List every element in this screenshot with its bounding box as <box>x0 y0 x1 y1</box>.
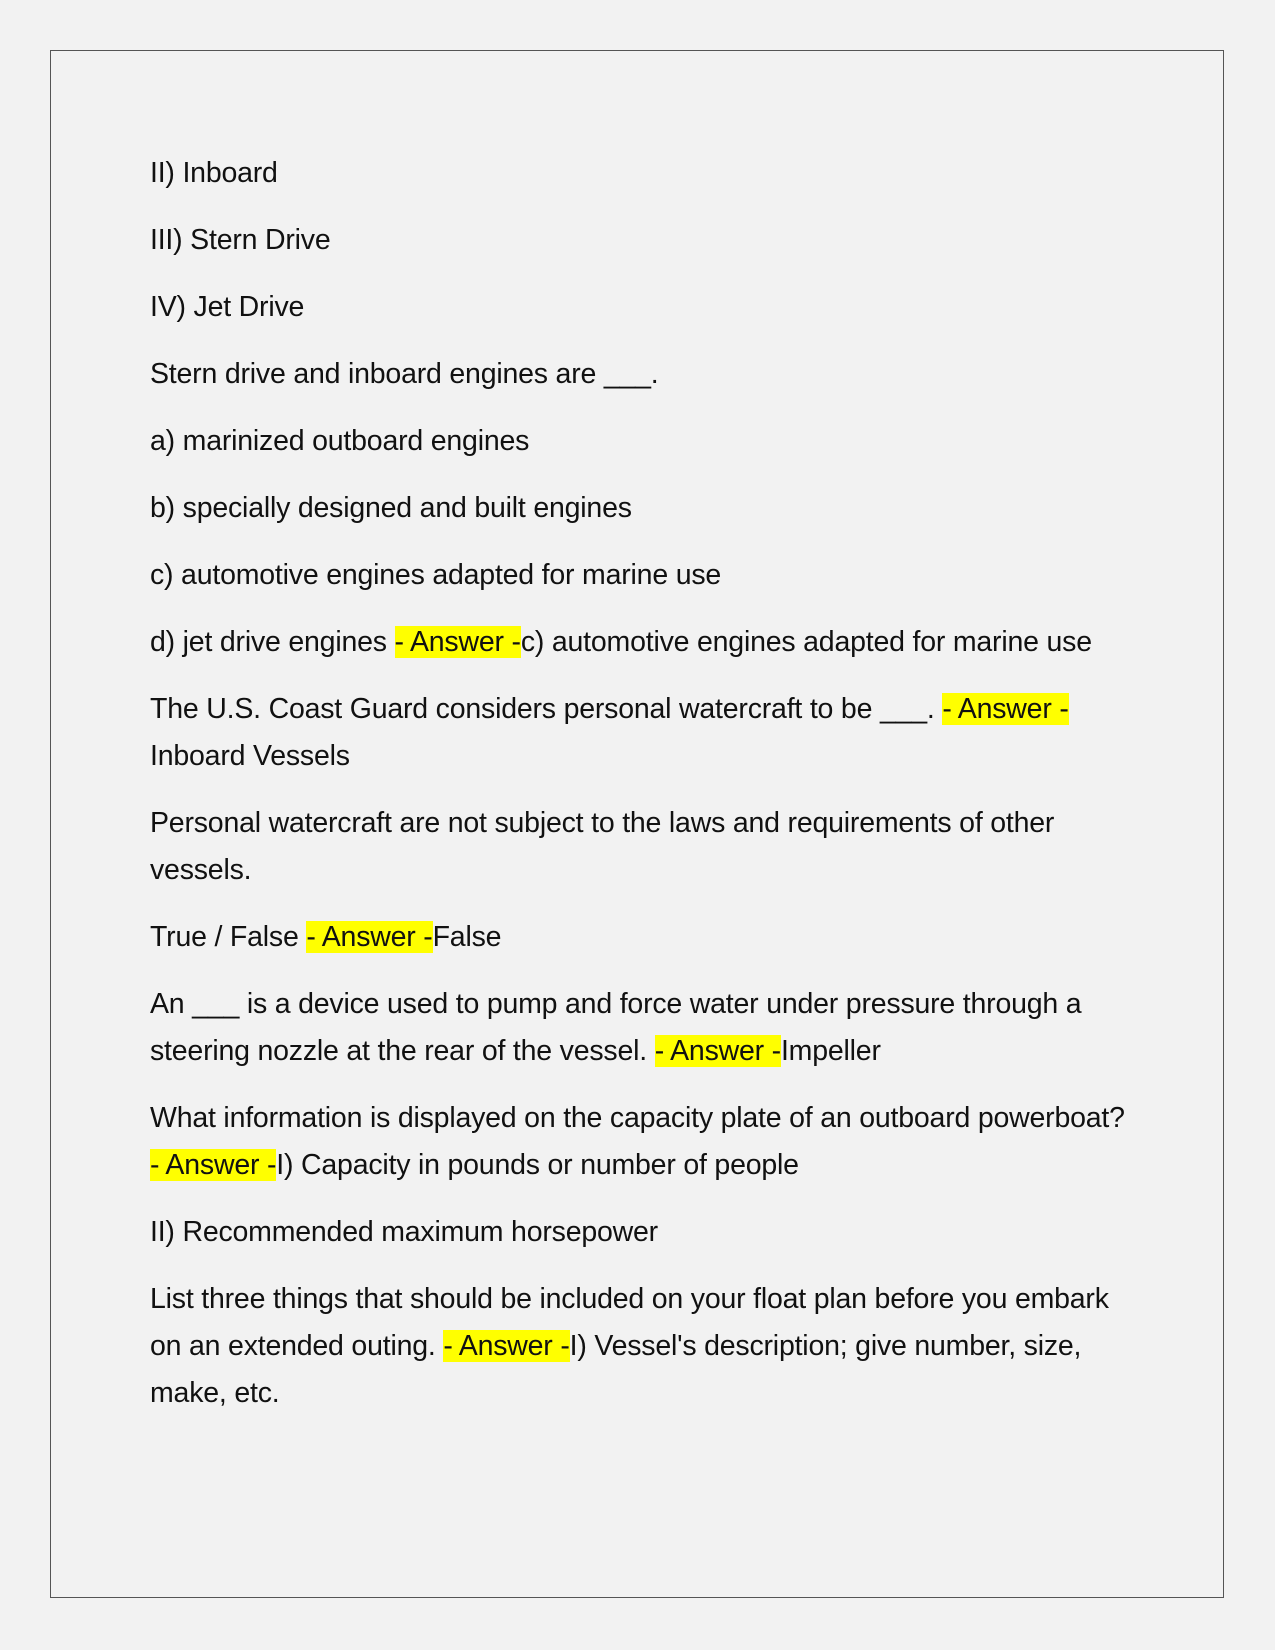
answer-highlight: - Answer - <box>942 693 1069 725</box>
question-float-plan <box>150 1276 1130 1417</box>
option-text: c) automotive engines adapted for marine use <box>150 559 722 591</box>
answer-highlight: - Answer - <box>150 1149 277 1181</box>
question-text: True / False <box>150 921 307 953</box>
paragraph-stern-drive <box>150 217 1130 264</box>
question-text: An ___ is a device used to pump and force water under pressure through a steering nozzle at the rear of the vessel. <box>150 988 1082 1067</box>
answer-text: I) Capacity in pounds or number of people <box>276 1149 799 1181</box>
paragraph-inboard <box>150 150 1130 197</box>
option-b <box>150 485 1130 532</box>
paragraph-jet-drive <box>150 284 1130 331</box>
option-a <box>150 418 1130 465</box>
question-capacity-plate <box>150 1095 1130 1189</box>
answer-highlight: - Answer - <box>654 1035 781 1067</box>
option-d-with-answer <box>150 619 1130 666</box>
option-text: d) jet drive engines <box>150 626 395 658</box>
question-text: The U.S. Coast Guard considers personal watercraft to be ___. <box>150 693 943 725</box>
answer-text: c) automotive engines adapted for marine use <box>520 626 1092 658</box>
true-false-answer <box>150 914 1130 961</box>
answer-text: False <box>432 921 502 953</box>
paragraph-max-horsepower <box>150 1209 1130 1256</box>
question-text: What information is displayed on the capacity plate of an outboard powerboat? <box>150 1102 1125 1134</box>
paragraph-text: IV) Jet Drive <box>150 291 305 323</box>
document-body <box>150 150 1130 1437</box>
option-text: b) specially designed and built engines <box>150 492 632 524</box>
paragraph-text: III) Stern Drive <box>150 224 331 256</box>
answer-highlight: - Answer - <box>443 1330 570 1362</box>
paragraph-text: II) Inboard <box>150 157 278 189</box>
question-personal-watercraft <box>150 686 1130 780</box>
question-stern-inboard-engines <box>150 351 1130 398</box>
answer-text: Inboard Vessels <box>150 740 350 772</box>
answer-text: Impeller <box>780 1035 881 1067</box>
answer-text: I) Vessel's description; give number, size, make, etc. <box>150 1330 1082 1409</box>
answer-highlight: - Answer - <box>394 626 521 658</box>
option-c <box>150 552 1130 599</box>
question-text: Stern drive and inboard engines are ___. <box>150 358 659 390</box>
answer-highlight: - Answer - <box>306 921 433 953</box>
paragraph-text: II) Recommended maximum horsepower <box>150 1216 658 1248</box>
option-text: a) marinized outboard engines <box>150 425 530 457</box>
question-text: Personal watercraft are not subject to the laws and requirements of other vessels. <box>150 807 1055 886</box>
question-watercraft-laws <box>150 800 1130 894</box>
question-text: List three things that should be included on your float plan before you embark on an extended outing. <box>150 1283 1109 1362</box>
question-impeller <box>150 981 1130 1075</box>
